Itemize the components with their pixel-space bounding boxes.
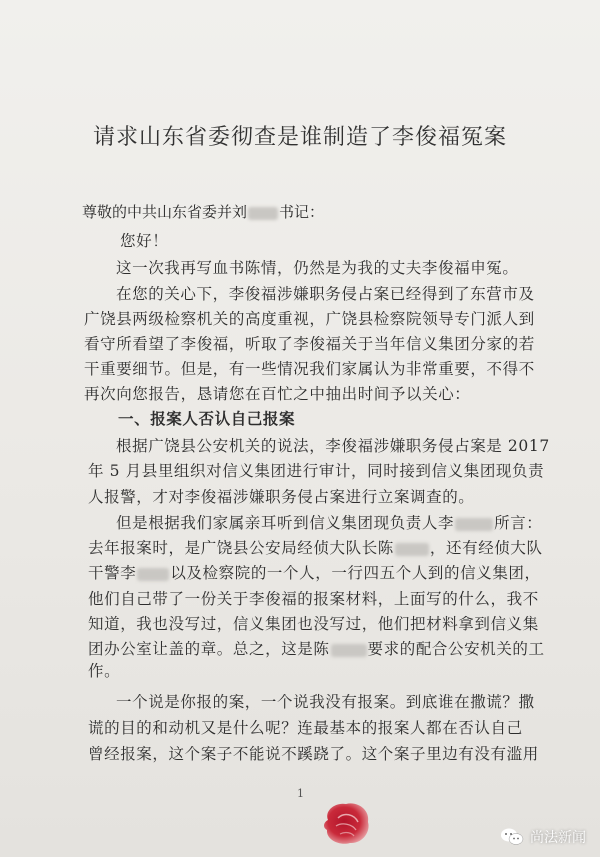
body-text: 以及检察院的一个人，一行四五个人到的信义集团， xyxy=(170,564,541,582)
redaction-mark xyxy=(137,568,169,581)
body-line: 广饶县两级检察机关的高度重视，广饶县检察院领导专门派人到 xyxy=(84,310,535,328)
body-line xyxy=(116,513,542,533)
watermark xyxy=(500,827,586,847)
body-text: 去年报案时，是广饶县公安局经侦大队长陈 xyxy=(88,539,394,557)
body-line: 根据广饶县公安机关的说法，李俊福涉嫌职务侵占案是 2017 xyxy=(116,437,550,455)
body-line xyxy=(88,538,543,558)
body-text: ，还有经侦大队 xyxy=(429,539,543,557)
greeting: 您好！ xyxy=(120,232,169,250)
body-text: 所言： xyxy=(494,514,543,532)
redaction-mark xyxy=(248,207,278,220)
body-line: 曾经报案，这个案子不能说不蹊跷了。这个案子里边有没有滥用 xyxy=(88,745,539,763)
body-line: 年 5 月县里组织对信义集团进行审计，同时接到信义集团现负责 xyxy=(88,462,545,480)
body-line xyxy=(88,563,541,583)
body-line: 知道，我也没写过，信义集团也没写过，他们把材料拿到信义集 xyxy=(88,615,539,633)
body-line: 谎的目的和动机又是什么呢？连最基本的报案人都在否认自己 xyxy=(88,719,523,737)
watermark-text: 尚法新闻 xyxy=(530,830,586,846)
body-line: 一个说是你报的案，一个说我没有报案。到底谁在撒谎？撒 xyxy=(116,693,535,711)
page-number: 1 xyxy=(297,787,304,800)
body-text: 干警李 xyxy=(88,564,137,582)
body-text: 要求的配合公安机关的工 xyxy=(367,640,545,658)
body-text: 但是根据我们家属亲耳听到信义集团现负责人李 xyxy=(116,514,455,532)
body-line: 人报警，才对李俊福涉嫌职务侵占案进行立案调查的。 xyxy=(88,488,475,506)
body-line: 这一次我再写血书陈情，仍然是为我的丈夫李俊福申冤。 xyxy=(116,259,519,277)
body-line xyxy=(88,639,545,659)
salutation-suffix: 书记： xyxy=(279,203,325,221)
redaction-mark xyxy=(395,543,429,556)
body-text: 团办公室让盖的章。总之，这是陈 xyxy=(88,640,330,658)
salutation-prefix: 尊敬的中共山东省委并刘 xyxy=(82,203,248,221)
redaction-mark xyxy=(455,518,493,531)
body-line: 在您的关心下，李俊福涉嫌职务侵占案已经得到了东营市及 xyxy=(116,285,535,303)
body-line: 看守所看望了李俊福，听取了李俊福关于当年信义集团分家的若 xyxy=(84,335,535,353)
section-heading: 一、报案人否认自己报案 xyxy=(118,409,296,428)
blood-fingerprint-mark xyxy=(318,798,374,848)
salutation xyxy=(82,202,324,222)
body-line: 他们自己带了一份关于李俊福的报案材料，上面写的什么，我不 xyxy=(88,590,539,608)
redaction-mark xyxy=(331,644,367,657)
body-line: 作。 xyxy=(88,662,121,680)
document-title: 请求山东省委彻查是谁制造了李俊福冤案 xyxy=(92,125,507,150)
body-line: 再次向您报告，恳请您在百忙之中抽出时间予以关心： xyxy=(84,385,471,403)
body-line: 干重要细节。但是，有一些情况我们家属认为非常重要，不得不 xyxy=(84,360,535,378)
wechat-icon xyxy=(500,827,524,847)
